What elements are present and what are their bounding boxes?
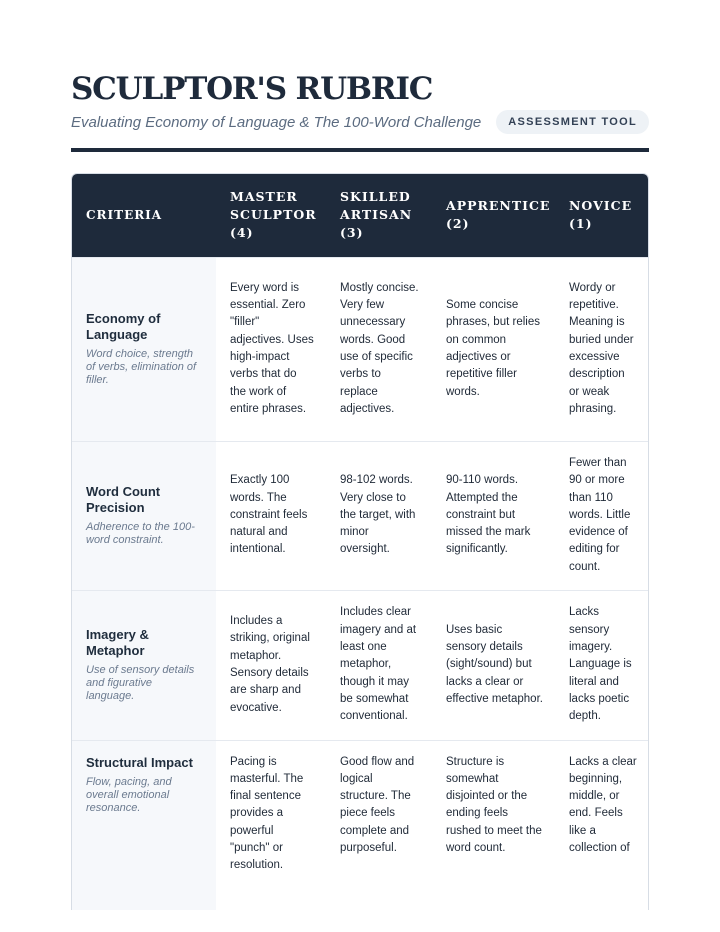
header-apprentice: APPRENTICE (2) <box>432 174 555 257</box>
level-cell: Good flow and logical structure. The piece feels complete and purposeful. <box>326 740 432 910</box>
header-novice: NOVICE (1) <box>555 174 649 257</box>
criteria-name: Structural Impact <box>86 754 193 770</box>
level-cell: Fewer than 90 or more than 110 words. Little evidence of editing for count. <box>555 441 649 590</box>
table-header-row <box>72 174 649 257</box>
level-cell: Uses basic sensory details (sight/sound) but lacks a clear or effective metaphor. <box>432 590 555 740</box>
header-master-sculptor: MASTER SCULPTOR (4) <box>216 174 326 257</box>
page-subtitle: Evaluating Economy of Language & The 100-Word Challenge <box>71 113 482 131</box>
level-cell: Includes a striking, original metaphor. Sensory details are sharp and evocative. <box>216 590 326 740</box>
level-cell: Pacing is masterful. The final sentence provides a powerful "punch" or resolution. <box>216 740 326 910</box>
level-cell: Exactly 100 words. The constraint feels natural and intentional. <box>216 441 326 590</box>
level-cell: Lacks sensory imagery. Language is literal and lacks poetic depth. <box>555 590 649 740</box>
criteria-cell <box>72 441 216 590</box>
criteria-name: Imagery & Metaphor <box>86 627 149 658</box>
level-cell: Includes clear imagery and at least one metaphor, though it may be somewhat conventional. <box>326 590 432 740</box>
header-divider <box>71 148 649 152</box>
level-cell: Some concise phrases, but relies on common adjectives or repetitive filler words. <box>432 257 555 441</box>
table-row <box>72 590 649 740</box>
header <box>71 0 649 152</box>
table-row <box>72 441 649 590</box>
level-cell: 98-102 words. Very close to the target, with minor oversight. <box>326 441 432 590</box>
level-cell: 90-110 words. Attempted the constraint but missed the mark significantly. <box>432 441 555 590</box>
criteria-cell <box>72 590 216 740</box>
level-cell: Structure is somewhat disjointed or the ending feels rushed to meet the word count. <box>432 740 555 910</box>
table-row <box>72 257 649 441</box>
criteria-description: Adherence to the 100-word constraint. <box>86 521 195 546</box>
header-skilled-artisan: SKILLED ARTISAN (3) <box>326 174 432 257</box>
rubric-table <box>72 174 649 910</box>
criteria-cell <box>72 257 216 441</box>
level-cell: Lacks a clear beginning, middle, or end. Feels like a collection of <box>555 740 649 910</box>
subtitle-row <box>71 110 649 134</box>
criteria-name: Economy of Language <box>86 311 161 342</box>
level-cell: Wordy or repetitive. Meaning is buried under excessive description or weak phrasing. <box>555 257 649 441</box>
level-cell: Every word is essential. Zero "filler" adjectives. Uses high-impact verbs that do the work of entire phrases. <box>216 257 326 441</box>
page-title: SCULPTOR'S RUBRIC <box>71 71 433 107</box>
criteria-description: Word choice, strength of verbs, elimination of filler. <box>86 348 197 386</box>
header-criteria: CRITERIA <box>72 174 216 257</box>
criteria-cell <box>72 740 216 910</box>
criteria-description: Use of sensory details and figurative language. <box>86 664 195 702</box>
rubric-table-container <box>71 173 649 910</box>
table-row <box>72 740 649 910</box>
level-cell: Mostly concise. Very few unnecessary words. Good use of specific verbs to replace adjectives. <box>326 257 432 441</box>
assessment-badge: ASSESSMENT TOOL <box>496 110 649 134</box>
criteria-name: Word Count Precision <box>86 484 161 515</box>
criteria-description: Flow, pacing, and overall emotional resonance. <box>86 775 172 814</box>
